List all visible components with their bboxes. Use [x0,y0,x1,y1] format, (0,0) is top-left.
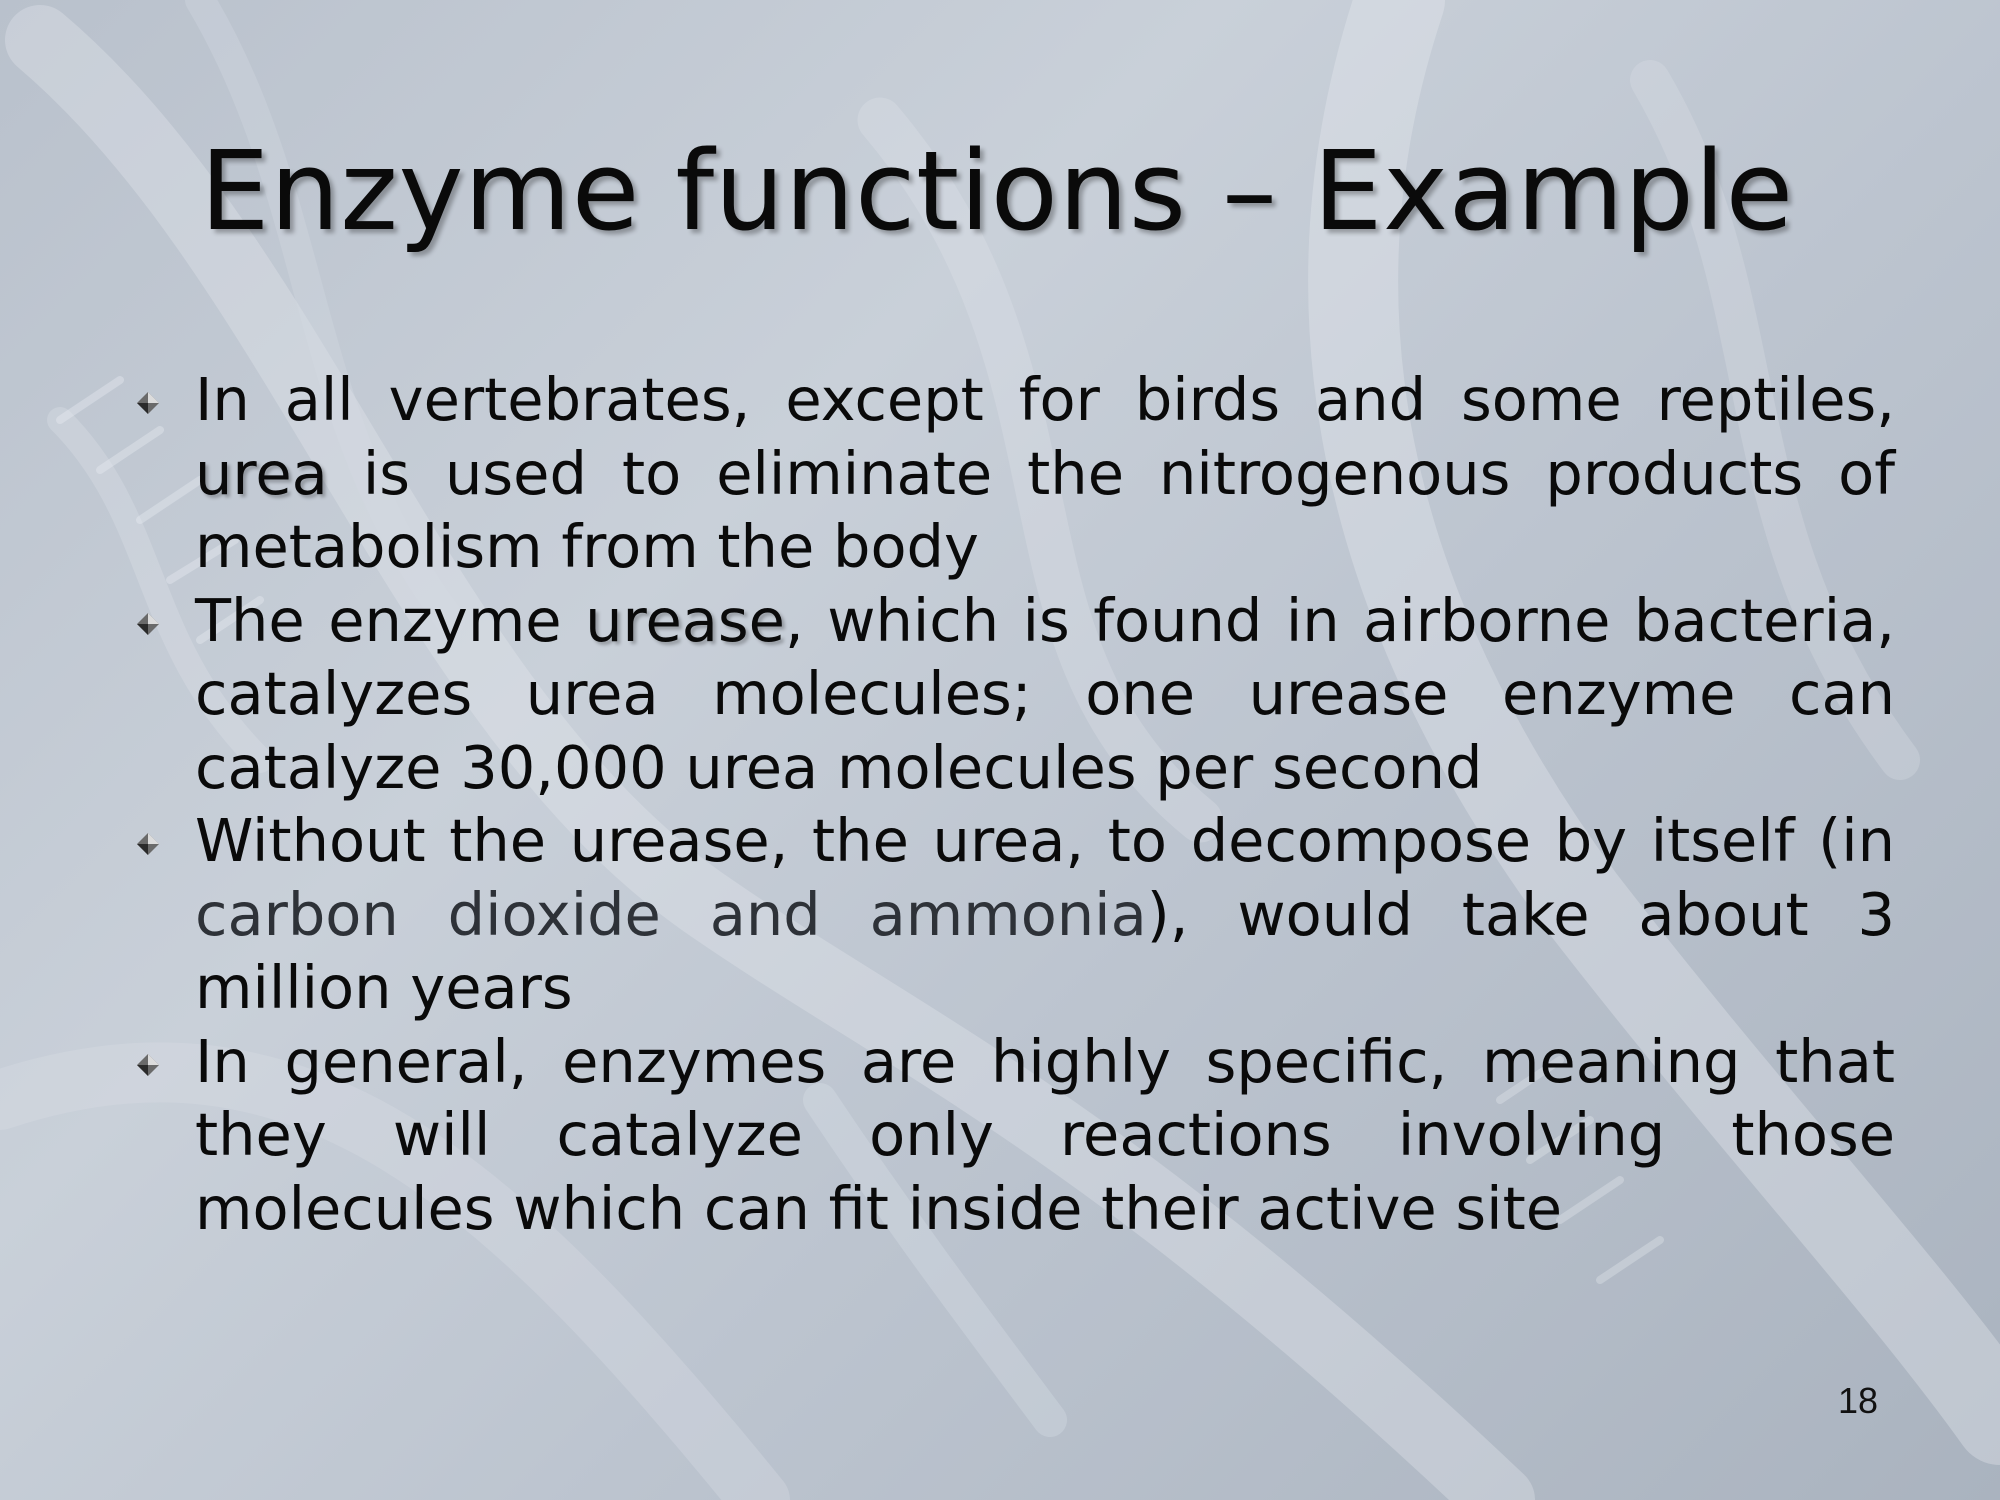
diamond-bullet-icon [136,612,160,636]
slide-title: Enzyme functions – Example [200,127,1794,255]
highlight-text: carbon dioxide and ammonia [195,879,1147,949]
diamond-bullet-icon [136,391,160,415]
bullet-text: ), would take about 3 million years [195,879,1895,1022]
bullet-text: , which is found in airborne bacteria, catalyzes urea molecules; one urease enzyme can catalyze 30,000 urea molecules per second [195,585,1895,802]
diamond-bullet-icon [136,832,160,856]
bullet-item [130,363,1895,584]
bullet-item [130,584,1895,805]
bullet-text: In general, enzymes are highly specific, meaning that they will catalyze only reactions involving those molecules which can fit inside their active site [195,1026,1895,1243]
bullet-text: is used to eliminate the nitrogenous products of metabolism from the body [195,438,1895,581]
bullet-text: The enzyme [195,585,586,655]
keyword-urease: urease [585,585,785,655]
bullet-list [130,363,1895,1245]
keyword-urea: urea [195,438,328,508]
page-number: 18 [1838,1380,1879,1421]
bullet-item [130,1025,1895,1246]
bullet-item [130,804,1895,1025]
diamond-bullet-icon [136,1053,160,1077]
bullet-text: In all vertebrates, except for birds and some reptiles, [195,365,1895,434]
bullet-text: Without the urease, the urea, to decompose by itself (in [195,806,1895,875]
